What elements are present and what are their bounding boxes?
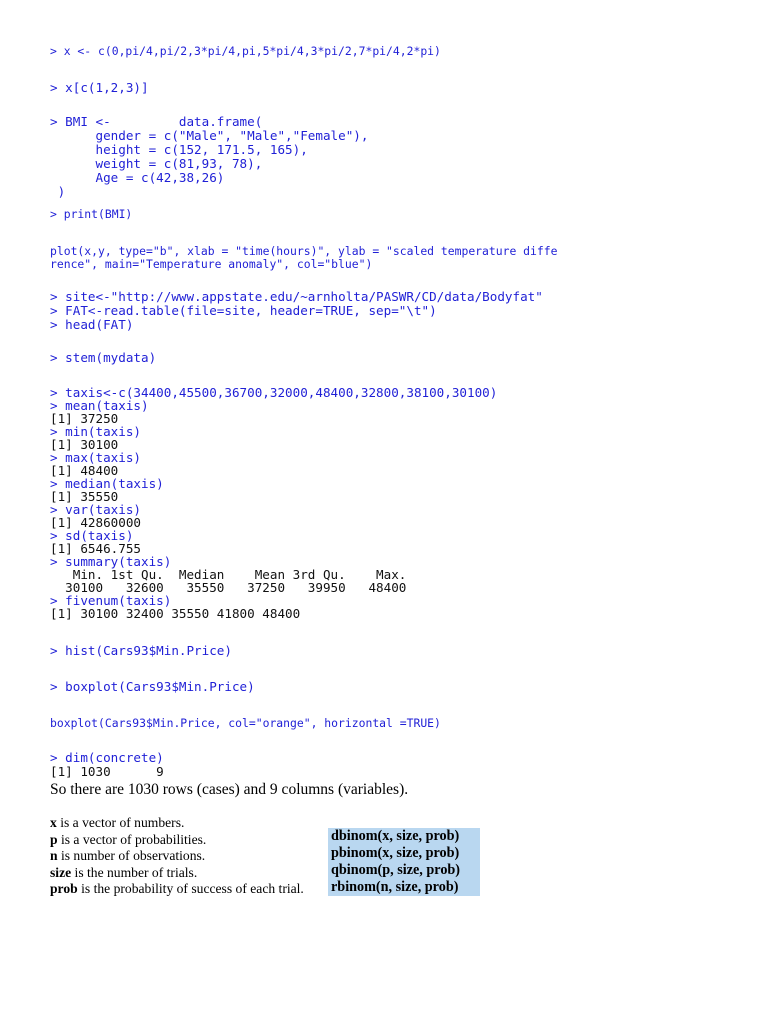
code-line: > head(FAT): [50, 317, 134, 332]
definition-text: is the probability of success of each trial.: [77, 881, 304, 896]
output-line: [1] 35550: [50, 489, 119, 504]
code-line: > BMI <- data.frame(: [50, 114, 263, 129]
code-line: rence", main="Temperature anomaly", col="blue"): [50, 257, 373, 271]
binom-function: pbinom(x, size, prob): [328, 845, 480, 862]
code-line: > max(taxis): [50, 450, 141, 465]
definition-term: x: [50, 815, 57, 830]
code-line: Age = c(42,38,26): [50, 170, 225, 185]
binom-function: qbinom(p, size, prob): [328, 862, 480, 879]
definition-text: is number of observations.: [57, 848, 206, 863]
definition-term: p: [50, 831, 58, 847]
output-line: [1] 48400: [50, 463, 119, 478]
output-line: [1] 37250: [50, 411, 119, 426]
code-line: > summary(taxis): [50, 554, 172, 569]
definition-term: size: [50, 864, 72, 880]
code-line: > print(BMI): [50, 207, 133, 221]
definition-term: n: [50, 848, 58, 863]
code-line: > boxplot(Cars93$Min.Price): [50, 679, 255, 694]
output-line: [1] 42860000: [50, 515, 141, 530]
code-line: > sd(taxis): [50, 528, 134, 543]
binom-function: dbinom(x, size, prob): [328, 828, 480, 845]
code-line: > stem(mydata): [50, 350, 157, 365]
code-line: > FAT<-read.table(file=site, header=TRUE, sep="\t"): [50, 303, 437, 318]
definition-item: [50, 848, 205, 865]
definition-text: is the number of trials.: [71, 864, 198, 880]
code-line: > dim(concrete): [50, 750, 164, 765]
code-line: > taxis<-c(34400,45500,36700,32000,48400,32800,38100,30100): [50, 385, 498, 400]
code-line: > x <- c(0,pi/4,pi/2,3*pi/4,pi,5*pi/4,3*pi/2,7*pi/4,2*pi): [50, 44, 441, 58]
code-line: gender = c("Male", "Male","Female"),: [50, 128, 369, 143]
output-line: Min. 1st Qu. Median Mean 3rd Qu. Max.: [50, 567, 407, 582]
definition-text: is a vector of probabilities.: [57, 831, 207, 847]
definition-text: is a vector of numbers.: [56, 815, 185, 830]
code-line: > site<-"http://www.appstate.edu/~arnholta/PASWR/CD/data/Bodyfat": [50, 289, 543, 304]
definition-term: prob: [50, 881, 78, 896]
code-line: plot(x,y, type="b", xlab = "time(hours)", ylab = "scaled temperature diffe: [50, 244, 558, 258]
code-line: > min(taxis): [50, 424, 141, 439]
code-line: > fivenum(taxis): [50, 593, 172, 608]
code-line: ): [50, 184, 66, 199]
definition-item: [50, 832, 206, 849]
output-line: [1] 30100 32400 35550 41800 48400: [50, 606, 301, 621]
code-line: height = c(152, 171.5, 165),: [50, 142, 308, 157]
output-line: 30100 32600 35550 37250 39950 48400: [50, 580, 407, 595]
code-line: > x[c(1,2,3)]: [50, 80, 149, 95]
code-line: > hist(Cars93$Min.Price): [50, 643, 232, 658]
binom-function: rbinom(n, size, prob): [328, 879, 480, 896]
definition-item: [50, 815, 184, 832]
definition-item: [50, 865, 197, 882]
code-line: > mean(taxis): [50, 398, 149, 413]
code-line: boxplot(Cars93$Min.Price, col="orange", horizontal =TRUE): [50, 716, 441, 730]
output-line: [1] 30100: [50, 437, 119, 452]
dim-explanation: So there are 1030 rows (cases) and 9 columns (variables).: [50, 781, 409, 798]
definition-item: [50, 881, 304, 898]
code-line: > var(taxis): [50, 502, 141, 517]
output-line: [1] 1030 9: [50, 764, 164, 779]
output-line: [1] 6546.755: [50, 541, 141, 556]
code-line: weight = c(81,93, 78),: [50, 156, 263, 171]
code-line: > median(taxis): [50, 476, 164, 491]
